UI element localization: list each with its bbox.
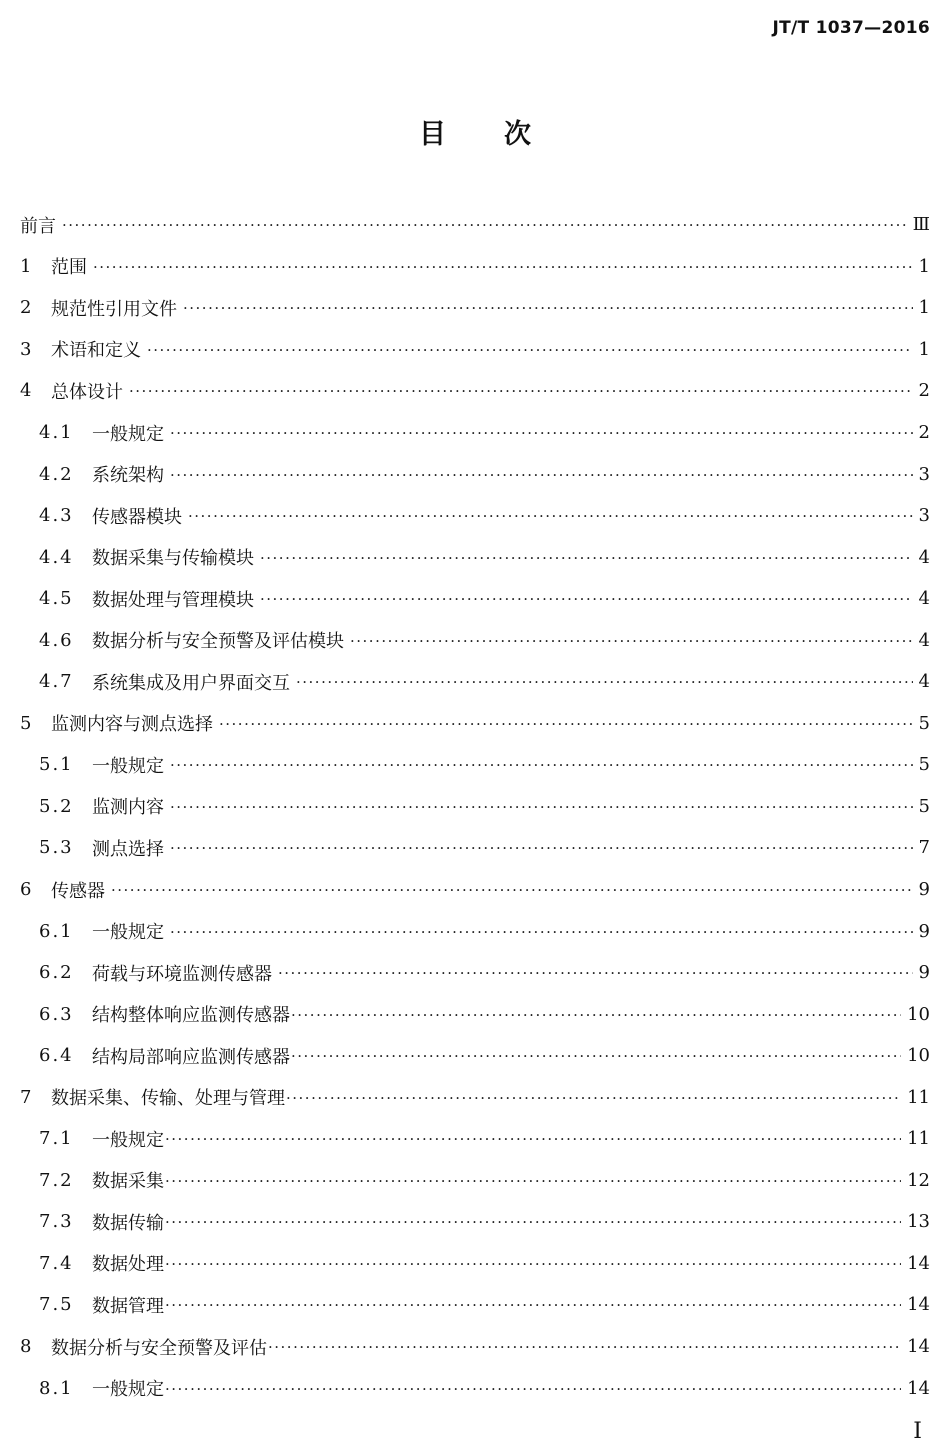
toc-entry-number: 2: [20, 297, 32, 319]
toc-entry-number: 7.4: [39, 1252, 74, 1274]
toc-entry-page: 1: [918, 297, 930, 319]
toc-entry-page: 9: [918, 920, 930, 942]
toc-entry[interactable]: [20, 1076, 930, 1118]
toc-entry-number: 3: [20, 338, 32, 360]
toc-entry-number: 7.3: [39, 1211, 74, 1233]
toc-entry[interactable]: [20, 536, 930, 578]
toc-entry-number: 4.7: [39, 671, 74, 693]
dot-leader: [278, 966, 913, 981]
toc-entry[interactable]: [20, 786, 930, 828]
toc-entry-label: 数据传输: [92, 1212, 164, 1234]
toc-entry-label: 监测内容与测点选择: [51, 714, 213, 736]
toc-entry-label: 荷载与环境监测传感器: [92, 963, 272, 985]
toc-entry-page: 4: [918, 671, 930, 693]
toc-entry-page: 10: [907, 1003, 930, 1025]
dot-leader: [260, 592, 913, 607]
toc-entry[interactable]: [20, 495, 930, 537]
toc-entry-number: 8.1: [39, 1377, 74, 1399]
toc-entry-label: 数据采集、传输、处理与管理: [51, 1088, 285, 1110]
toc-entry-number: 5.2: [39, 795, 74, 817]
toc-entry[interactable]: [20, 993, 930, 1035]
dot-leader: [268, 1340, 901, 1355]
table-of-contents: [20, 204, 930, 1409]
toc-entry-label: 前言: [20, 215, 56, 237]
toc-entry-number: 4.6: [39, 629, 74, 651]
toc-entry-page: 1: [918, 255, 930, 277]
toc-entry-number: 7.1: [39, 1128, 74, 1150]
toc-entry-label: 传感器: [51, 880, 105, 902]
toc-entry-number: 7: [20, 1086, 32, 1108]
toc-entry-page: 14: [907, 1336, 930, 1358]
toc-entry-label: 数据处理: [92, 1254, 164, 1276]
toc-entry-page: 14: [907, 1377, 930, 1399]
toc-entry-label: 一般规定: [92, 755, 164, 777]
toc-entry-page: 14: [907, 1252, 930, 1274]
toc-entry-number: 5.3: [39, 837, 74, 859]
toc-entry-number: 6.2: [39, 962, 74, 984]
toc-entry-page: 11: [907, 1128, 930, 1150]
toc-entry-page: 14: [907, 1294, 930, 1316]
toc-entry-page: 4: [918, 588, 930, 610]
dot-leader: [188, 509, 913, 524]
toc-entry-number: 4.5: [39, 588, 74, 610]
dot-leader: [170, 925, 913, 940]
toc-entry-label: 数据处理与管理模块: [92, 589, 254, 611]
toc-entry-number: 5.1: [39, 754, 74, 776]
dot-leader: [183, 301, 913, 316]
dot-leader: [291, 1049, 901, 1064]
toc-entry[interactable]: [20, 453, 930, 495]
toc-entry-label: 数据管理: [92, 1295, 164, 1317]
toc-entry[interactable]: [20, 1284, 930, 1326]
standard-code: JT/T 1037—2016: [772, 18, 930, 38]
toc-entry-page: 11: [907, 1086, 930, 1108]
toc-entry[interactable]: [20, 1367, 930, 1409]
toc-entry[interactable]: [20, 869, 930, 911]
toc-entry-page: Ⅲ: [912, 214, 930, 236]
toc-entry-label: 数据分析与安全预警及评估模块: [92, 631, 344, 653]
toc-entry-page: 1: [918, 338, 930, 360]
toc-entry-page: 13: [907, 1211, 930, 1233]
toc-entry-number: 7.5: [39, 1294, 74, 1316]
dot-leader: [286, 1091, 901, 1106]
toc-entry-label: 数据采集与传输模块: [92, 548, 254, 570]
toc-entry-number: 4: [20, 380, 32, 402]
toc-entry-page: 5: [918, 712, 930, 734]
toc-entry-label: 系统架构: [92, 465, 164, 487]
toc-entry[interactable]: [20, 1160, 930, 1202]
toc-entry[interactable]: [20, 1035, 930, 1077]
toc-entry-number: 7.2: [39, 1169, 74, 1191]
toc-entry[interactable]: [20, 744, 930, 786]
toc-entry[interactable]: [20, 703, 930, 745]
toc-entry-number: 1: [20, 255, 32, 277]
toc-entry-label: 数据分析与安全预警及评估: [51, 1337, 267, 1359]
toc-entry-number: 5: [20, 712, 32, 734]
toc-entry[interactable]: [20, 619, 930, 661]
toc-entry-page: 3: [918, 463, 930, 485]
dot-leader: [350, 634, 913, 649]
toc-entry[interactable]: [20, 329, 930, 371]
toc-entry-number: 4.2: [39, 463, 74, 485]
dot-leader: [165, 1382, 901, 1397]
dot-leader: [111, 883, 913, 898]
dot-leader: [165, 1132, 901, 1147]
toc-entry-label: 一般规定: [92, 1129, 164, 1151]
toc-entry-page: 2: [918, 422, 930, 443]
toc-entry[interactable]: [20, 1201, 930, 1243]
toc-entry-number: 6: [20, 879, 32, 901]
toc-entry-page: 5: [918, 795, 930, 817]
toc-entry-label: 术语和定义: [51, 340, 141, 362]
dot-leader: [147, 343, 913, 358]
toc-entry[interactable]: [20, 412, 930, 454]
dot-leader: [170, 841, 913, 856]
toc-entry[interactable]: [20, 204, 930, 246]
page-title: 目次: [419, 119, 589, 150]
toc-entry-page: 4: [918, 629, 930, 651]
toc-entry-label: 一般规定: [92, 922, 164, 944]
dot-leader: [291, 1008, 901, 1023]
toc-entry[interactable]: [20, 661, 930, 703]
toc-entry-number: 6.3: [39, 1003, 74, 1025]
dot-leader: [129, 384, 913, 399]
toc-entry-number: 6.4: [39, 1045, 74, 1067]
dot-leader: [93, 260, 913, 275]
dot-leader: [170, 800, 913, 815]
toc-entry[interactable]: [20, 246, 930, 288]
toc-entry-page: 2: [918, 380, 930, 402]
toc-entry[interactable]: [20, 827, 930, 869]
toc-entry-label: 范围: [51, 257, 87, 279]
toc-entry-page: 4: [918, 546, 930, 568]
toc-entry-page: 10: [907, 1045, 930, 1067]
toc-entry[interactable]: [20, 578, 930, 620]
toc-entry[interactable]: [20, 1326, 930, 1368]
toc-entry-label: 监测内容: [92, 797, 164, 819]
dot-leader: [165, 1257, 901, 1272]
toc-entry-number: 4.1: [39, 422, 74, 443]
dot-leader: [165, 1174, 901, 1189]
toc-entry-number: 6.1: [39, 920, 74, 942]
dot-leader: [219, 717, 913, 732]
toc-entry[interactable]: [20, 1243, 930, 1285]
toc-entry[interactable]: [20, 370, 930, 412]
dot-leader: [296, 675, 913, 690]
toc-entry[interactable]: [20, 910, 930, 952]
dot-leader: [170, 468, 913, 483]
dot-leader: [260, 551, 913, 566]
dot-leader: [62, 218, 907, 233]
toc-entry-number: 4.4: [39, 546, 74, 568]
toc-entry-page: 9: [918, 962, 930, 984]
toc-entry-number: 8: [20, 1336, 32, 1358]
toc-entry-label: 传感器模块: [92, 506, 182, 528]
toc-entry-page: 5: [918, 754, 930, 776]
toc-entry-label: 规范性引用文件: [51, 298, 177, 320]
dot-leader: [170, 426, 913, 441]
toc-entry-page: 3: [918, 505, 930, 527]
toc-entry-page: 12: [907, 1169, 930, 1191]
toc-entry-page: 9: [918, 879, 930, 901]
toc-entry-label: 一般规定: [92, 423, 164, 445]
dot-leader: [165, 1215, 901, 1230]
toc-entry-label: 测点选择: [92, 838, 164, 860]
toc-entry[interactable]: [20, 1118, 930, 1160]
toc-entry-label: 一般规定: [92, 1379, 164, 1401]
toc-entry-label: 结构局部响应监测传感器: [92, 1046, 290, 1068]
toc-entry-label: 系统集成及用户界面交互: [92, 672, 290, 694]
toc-entry-number: 4.3: [39, 505, 74, 527]
toc-entry-page: 7: [918, 837, 930, 859]
toc-entry[interactable]: [20, 952, 930, 994]
dot-leader: [170, 758, 913, 773]
toc-entry-label: 结构整体响应监测传感器: [92, 1005, 290, 1027]
page-number: Ⅰ: [913, 1419, 922, 1444]
toc-entry-label: 总体设计: [51, 381, 123, 403]
dot-leader: [165, 1298, 901, 1313]
toc-entry[interactable]: [20, 287, 930, 329]
toc-entry-label: 数据采集: [92, 1171, 164, 1193]
